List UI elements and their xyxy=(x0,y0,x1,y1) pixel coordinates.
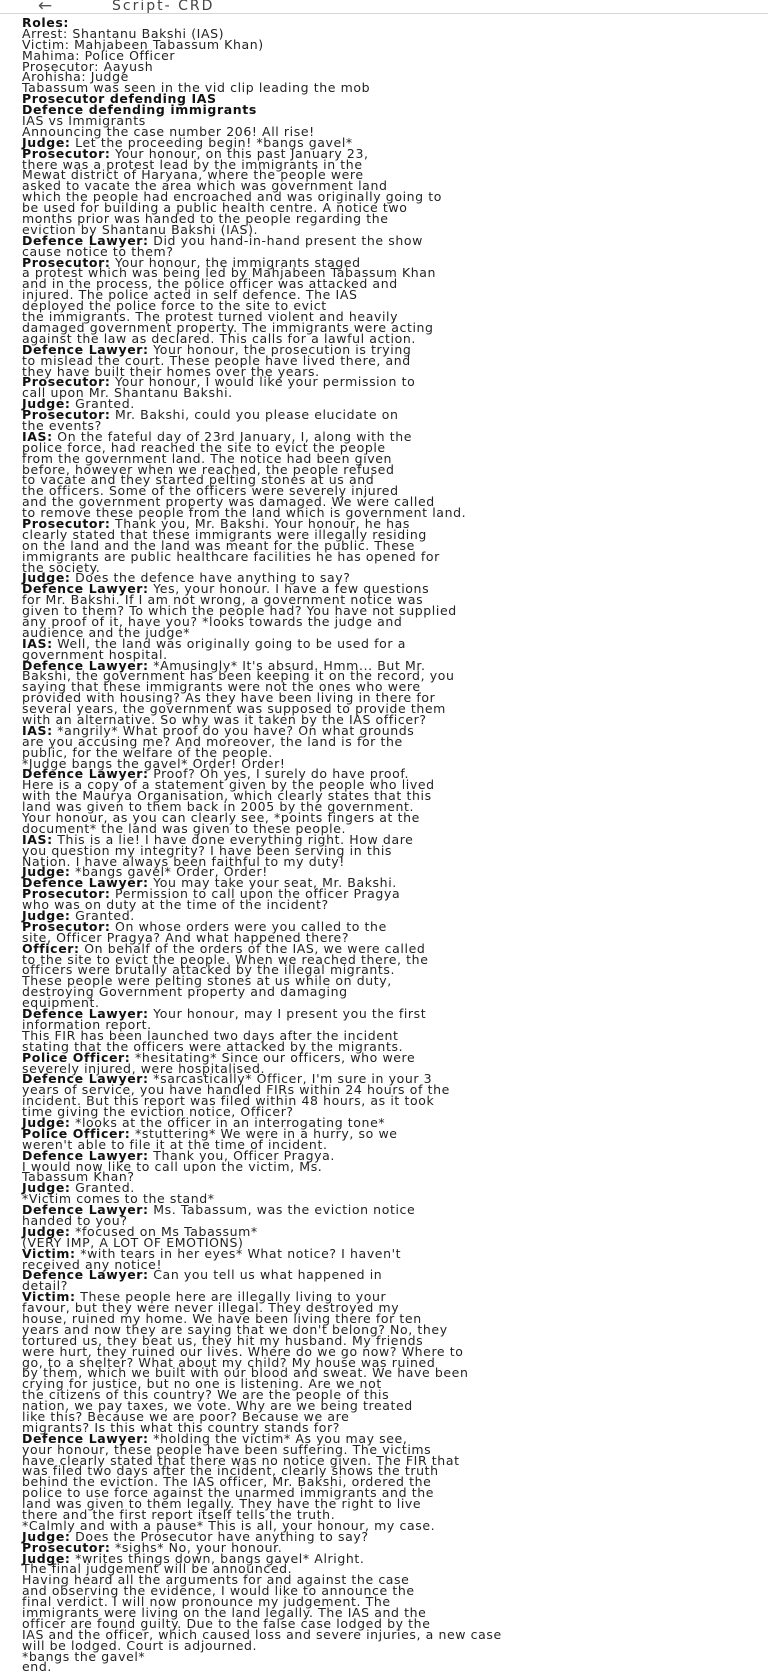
line-text: the events? xyxy=(22,417,102,433)
line-text: detail? xyxy=(22,1278,68,1294)
line-text: *stuttering* We were in a hurry, so we xyxy=(130,1125,398,1141)
speaker-label: Prosecutor: xyxy=(22,515,111,531)
line-text: to the site to evict the people. When we reached there, the xyxy=(22,951,429,967)
line-text: a protest which was being led by Mahjabeen Tabassum Khan xyxy=(22,265,437,281)
line-text: Does the defence have anything to say? xyxy=(70,570,351,586)
speaker-label: Officer: xyxy=(22,940,80,956)
line-text: behind the eviction. The IAS officer, Mr. Bakshi, ordered the xyxy=(22,1474,432,1490)
line-text: with the Maurya Organisation, which clearly states that this xyxy=(22,788,432,804)
line-text: *sighs* No, your honour. xyxy=(110,1539,283,1555)
line-text: *bangs gavel* Order, Order! xyxy=(70,864,268,880)
line-text: stating that the officers were attacked by the migrants. xyxy=(22,1038,404,1054)
speaker-label: Victim: xyxy=(22,1289,76,1305)
line-text: final verdict. I will now pronounce my judgement. The xyxy=(22,1594,391,1610)
script-line xyxy=(22,407,750,423)
speaker-label: Prosecutor: xyxy=(22,254,111,270)
line-text: Prosecutor: Aayush xyxy=(22,58,154,74)
line-text: public, for the welfare of the people. xyxy=(22,744,273,760)
line-text: Here is a copy of a statement given by the people who lived xyxy=(22,777,435,793)
line-text: the immigrants. The protest turned violent and heavily xyxy=(22,309,399,325)
line-text: several years, the government was supposed to provide them xyxy=(22,701,446,717)
line-text: Your honour, I would like your permission to xyxy=(110,374,416,390)
speaker-label: Roles: xyxy=(22,15,70,30)
line-text: land was given to them back in 2005 by the government. xyxy=(22,799,415,815)
line-text: for Mr. Bakshi. If I am not wrong, a government notice was xyxy=(22,592,424,608)
line-text: *sarcastically* Officer, I'm sure in your 3 xyxy=(148,1071,433,1087)
line-text: were hurt, they ruined our lives. Where do we go now? Where to xyxy=(22,1343,464,1359)
line-text: Can you tell us what happened in xyxy=(148,1267,383,1283)
line-text: on the land and the land was meant for the public. These xyxy=(22,537,415,553)
line-text: Your honour, as you can clearly see, *points fingers at the xyxy=(22,810,420,826)
line-text: time giving the eviction notice, Officer? xyxy=(22,1104,294,1120)
line-text: officers were brutally attacked by the illegal migrants. xyxy=(22,962,396,978)
speaker-label: Judge: xyxy=(22,1528,71,1544)
speaker-label: Prosecutor: xyxy=(22,374,111,390)
line-text: to vacate and they started pelting stones at us and xyxy=(22,472,375,488)
line-text: IAS and the officer, which caused loss and severe injuries, a new case xyxy=(22,1626,502,1642)
line-text: was filed two days after the incident, clearly shows the truth xyxy=(22,1463,439,1479)
script-line xyxy=(22,548,750,564)
line-text: Mahima: Police Officer xyxy=(22,47,176,63)
line-text: go, to a shelter? What about my child? My house was ruined xyxy=(22,1354,436,1370)
line-text: *Victim comes to the stand* xyxy=(22,1191,215,1207)
line-text: Bakshi, the government has been keeping it on the record, you xyxy=(22,668,455,684)
line-text: land was given to them legally. They have the right to live xyxy=(22,1496,422,1512)
line-text: to mislead the court. These people have lived there, and xyxy=(22,352,411,368)
line-text: with an alternative. So why was it taken by the IAS officer? xyxy=(22,712,427,727)
line-text: Victim: Mahjabeen Tabassum Khan) xyxy=(22,36,264,52)
line-text: *holding the victim* As you may see, xyxy=(148,1430,408,1446)
line-text: Ms. Tabassum, was the eviction notice xyxy=(148,1202,416,1218)
speaker-label: Defence Lawyer: xyxy=(22,1006,149,1022)
speaker-label: Defence Lawyer: xyxy=(22,1071,149,1087)
speaker-label: Defence Lawyer: xyxy=(22,1147,149,1163)
line-text: These people were pelting stones at us while on duty, xyxy=(22,973,392,989)
line-text: migrants? Is this what this country stands for? xyxy=(22,1419,340,1435)
speaker-label: Judge: xyxy=(22,1550,71,1566)
speaker-label: Defence Lawyer: xyxy=(22,875,149,891)
line-text: saying that these immigrants were not the ones who were xyxy=(22,679,421,695)
line-text: there and the first report itself tells the truth. xyxy=(22,1507,336,1523)
line-text: will be lodged. Court is adjourned. xyxy=(22,1637,258,1653)
speaker-label: IAS: xyxy=(22,831,53,847)
speaker-label: Defence Lawyer: xyxy=(22,657,149,673)
line-text: Nation. I have always been faithful to my duty! xyxy=(22,853,345,869)
speaker-label: IAS: xyxy=(22,635,53,651)
line-text: information report. xyxy=(22,1016,152,1032)
line-text: years and now they are saying that we don't belong? No, they xyxy=(22,1321,448,1337)
line-text: These people here are illegally living to your xyxy=(75,1289,387,1305)
line-text: cause notice to them? xyxy=(22,243,174,259)
line-text: The final judgement will be announced. xyxy=(22,1561,293,1577)
line-text: audience and the judge* xyxy=(22,624,191,640)
line-text: *writes things down, bangs gavel* Alright. xyxy=(70,1550,365,1566)
line-text: like this? Because we are poor? Because we are xyxy=(22,1409,350,1424)
line-text: (VERY IMP, A LOT OF EMOTIONS) xyxy=(22,1234,244,1250)
line-text: police force, had reached the site to evict the people xyxy=(22,439,386,455)
line-text: Tabassum Khan? xyxy=(22,1169,135,1185)
speaker-label: Victim: xyxy=(22,1245,76,1261)
line-text: I would now like to call upon the victim, Ms. xyxy=(22,1158,323,1174)
line-text: have clearly stated that there was no notice given. The FIR that xyxy=(22,1452,460,1468)
line-text: they have built their homes over the years. xyxy=(22,363,320,379)
speaker-label: Defence defending immigrants xyxy=(22,102,257,118)
speaker-label: Judge: xyxy=(22,134,71,150)
line-text: IAS vs Immigrants xyxy=(22,113,146,129)
line-text: *Amusingly* It's absurd. Hmm... But Mr. xyxy=(148,657,426,673)
line-text: immigrants are public healthcare facilities he has opened for xyxy=(22,548,440,564)
line-text: your honour, these people have been suffering. The victims xyxy=(22,1441,432,1457)
speaker-label: Judge: xyxy=(22,908,71,924)
line-text: Having heard all the arguments for and against the case xyxy=(22,1572,410,1588)
line-text: injured. The police acted in self defence. The IAS xyxy=(22,287,358,303)
line-text: crying for justice, but no one is listening. Are we not xyxy=(22,1376,382,1392)
line-text: *focused on Ms Tabassum* xyxy=(70,1223,258,1239)
line-text: Granted. xyxy=(70,1180,135,1196)
line-text: which the people had encroached and was originally going to xyxy=(22,189,443,205)
line-text: Thank you, Mr. Bakshi. Your honour, he has xyxy=(110,515,411,531)
line-text: immigrants were living on the land legally. The IAS and the xyxy=(22,1605,427,1621)
line-text: damaged government property. The immigrants were acting xyxy=(22,319,434,335)
line-text: Yes, your honour. I have a few questions xyxy=(148,581,430,597)
line-text: received any notice! xyxy=(22,1256,163,1272)
line-text: there was a protest lead by the immigrants in the xyxy=(22,156,363,172)
speaker-label: IAS: xyxy=(22,722,53,738)
line-text: This is a lie! I have done everything right. How dare xyxy=(52,831,414,847)
speaker-label: Judge: xyxy=(22,1223,71,1239)
script-line xyxy=(22,1202,750,1218)
line-text: Arohisha: Judge xyxy=(22,69,129,85)
speaker-label: Prosecutor: xyxy=(22,1539,111,1555)
line-text: house, ruined my home. We have been living there for ten xyxy=(22,1310,422,1326)
line-text: the society. xyxy=(22,559,101,575)
line-text: provided with housing? As they have been living in there for xyxy=(22,690,436,706)
line-text: given to them? To which the people had? You have not supplied xyxy=(22,603,457,619)
line-text: Announcing the case number 206! All rise! xyxy=(22,123,315,139)
speaker-label: Judge: xyxy=(22,570,71,586)
script-line xyxy=(22,1648,750,1664)
line-text: *Judge bangs the gavel* Order! Order! xyxy=(22,755,286,771)
line-text: *angrily* What proof do you have? On what grounds xyxy=(52,722,415,738)
line-text: Arrest: Shantanu Bakshi (IAS) xyxy=(22,25,225,41)
line-text: police to use force against the unarmed immigrants and the xyxy=(22,1485,435,1501)
line-text: On the fateful day of 23rd January, I, along with the xyxy=(52,428,413,444)
speaker-label: Defence Lawyer: xyxy=(22,1430,149,1446)
script-line xyxy=(22,984,750,1000)
line-text: and the government property was damaged. We were called xyxy=(22,494,435,510)
line-text: Your honour, the prosecution is trying xyxy=(148,341,412,357)
line-text: Permission to call upon the officer Pragya xyxy=(110,886,401,902)
script-line xyxy=(22,1659,750,1674)
speaker-label: Prosecutor: xyxy=(22,145,111,161)
line-text: favour, but they were never illegal. They destroyed my xyxy=(22,1300,400,1316)
speaker-label: Prosecutor: xyxy=(22,886,111,902)
speaker-label: Defence Lawyer: xyxy=(22,1202,149,1218)
line-text: from the government land. The notice had been given xyxy=(22,450,393,466)
line-text: site, Officer Pragya? And what happened there? xyxy=(22,929,350,945)
line-text: weren't able to file it at the time of incident. xyxy=(22,1136,328,1152)
line-text: by them, which we built with our blood and sweat. We have been xyxy=(22,1365,469,1381)
line-text: nation, we pay taxes, we vote. Why are we being treated xyxy=(22,1398,413,1414)
line-text: be used for building a public health centre. A notice two xyxy=(22,200,408,216)
speaker-label: Judge: xyxy=(22,396,71,412)
line-text: *bangs the gavel* xyxy=(22,1648,146,1664)
line-text: Your honour, the immigrants staged xyxy=(110,254,361,270)
line-text: Your honour, on this past January 23, xyxy=(110,145,369,161)
speaker-label: Defence Lawyer: xyxy=(22,232,149,248)
line-text: Let the proceeding begin! *bangs gavel* xyxy=(70,134,353,150)
line-text: This FIR has been launched two days after the incident xyxy=(22,1027,399,1043)
speaker-label: Police Officer: xyxy=(22,1125,131,1141)
speaker-label: Defence Lawyer: xyxy=(22,1267,149,1283)
line-text: before, however when we reached, the people refused xyxy=(22,461,395,477)
line-text: asked to vacate the area which was government land xyxy=(22,178,388,194)
line-text: Granted. xyxy=(70,396,135,412)
line-text: the officers. Some of the officers were severely injured xyxy=(22,483,399,499)
line-text: call upon Mr. Shantanu Bakshi. xyxy=(22,385,233,401)
line-text: Does the Prosecutor have anything to say? xyxy=(70,1528,369,1544)
line-text: Granted. xyxy=(70,908,135,924)
line-text: who was on duty at the time of the incident? xyxy=(22,897,329,913)
line-text: and observing the evidence, I would like to announce the xyxy=(22,1583,415,1599)
line-text: *with tears in her eyes* What notice? I haven't xyxy=(75,1245,402,1261)
line-text: officer are found guilty. Due to the false case lodged by the xyxy=(22,1615,431,1631)
line-text: *looks at the officer in an interrogating tone* xyxy=(70,1114,386,1130)
line-text: deployed the police force to the site to evict xyxy=(22,298,327,314)
line-text: tortured us, they beat us, they hit my husband. My friends xyxy=(22,1332,424,1348)
line-text: severely injured, were hospitalised. xyxy=(22,1060,266,1076)
line-text: Your honour, may I present you the first xyxy=(148,1006,427,1022)
script-document xyxy=(22,15,750,1674)
line-text: equipment. xyxy=(22,995,100,1011)
script-line xyxy=(22,1267,750,1283)
speaker-label: Defence Lawyer: xyxy=(22,766,149,782)
line-text: years of service, you have handled FIRs within 24 hours of the xyxy=(22,1082,450,1098)
back-arrow-icon[interactable]: ← xyxy=(37,0,53,16)
page-title: Script- CRD xyxy=(112,0,215,14)
line-text: You may take your seat, Mr. Bakshi. xyxy=(148,875,397,891)
line-text: end. xyxy=(22,1659,52,1674)
speaker-label: Prosecutor: xyxy=(22,407,111,423)
line-text: Proof? Oh yes, I surely do have proof. xyxy=(148,766,410,782)
script-line xyxy=(22,58,750,74)
line-text: and in the process, the police officer was attacked and xyxy=(22,276,398,292)
line-text: Mr. Bakshi, could you please elucidate on xyxy=(110,407,399,423)
line-text: clearly stated that these immigrants were illegally residing xyxy=(22,526,427,542)
line-text: eviction by Shantanu Bakshi (IAS). xyxy=(22,221,259,237)
speaker-label: Judge: xyxy=(22,864,71,880)
line-text: *hesitating* Since our officers, who were xyxy=(130,1049,416,1065)
line-text: destroying Government property and damaging xyxy=(22,984,348,1000)
speaker-label: Judge: xyxy=(22,1114,71,1130)
line-text: Did you hand-in-hand present the show xyxy=(148,232,423,248)
line-text: Mewat district of Haryana, where the people were xyxy=(22,167,364,183)
line-text: handed to you? xyxy=(22,1212,128,1228)
speaker-label: Defence Lawyer: xyxy=(22,581,149,597)
line-text: Tabassum was seen in the vid clip leading the mob xyxy=(22,80,371,96)
speaker-label: Police Officer: xyxy=(22,1049,131,1065)
line-text: the citizens of this country? We are the people of this xyxy=(22,1387,390,1403)
line-text: are you accusing me? And moreover, the land is for the xyxy=(22,733,403,749)
line-text: against the law as declared. This calls for a lawful action. xyxy=(22,330,416,346)
line-text: Well, the land was originally going to be used for a xyxy=(52,635,406,651)
line-text: any proof of it, have you? *looks towards the judge and xyxy=(22,613,403,629)
speaker-label: Prosecutor defending IAS xyxy=(22,91,217,107)
line-text: *Calmly and with a pause* This is all, your honour, my case. xyxy=(22,1517,436,1533)
line-text: On behalf of the orders of the IAS, we were called xyxy=(79,940,426,956)
line-text: you question my integrity? I have been serving in this xyxy=(22,842,393,858)
speaker-label: Defence Lawyer: xyxy=(22,341,149,357)
speaker-label: IAS: xyxy=(22,428,53,444)
line-text: incident. But this report was filed within 48 hours, as it took xyxy=(22,1093,435,1109)
top-bar xyxy=(0,0,768,14)
line-text: document* the land was given to these people. xyxy=(22,820,347,836)
line-text: months prior was handed to the people regarding the xyxy=(22,211,389,227)
line-text: to remove these people from the land which is government land. xyxy=(22,505,467,521)
line-text: On whose orders were you called to the xyxy=(110,918,387,934)
speaker-label: Prosecutor: xyxy=(22,918,111,934)
speaker-label: Judge: xyxy=(22,1180,71,1196)
line-text: government hospital. xyxy=(22,646,168,662)
line-text: Thank you, Officer Pragya. xyxy=(148,1147,335,1163)
